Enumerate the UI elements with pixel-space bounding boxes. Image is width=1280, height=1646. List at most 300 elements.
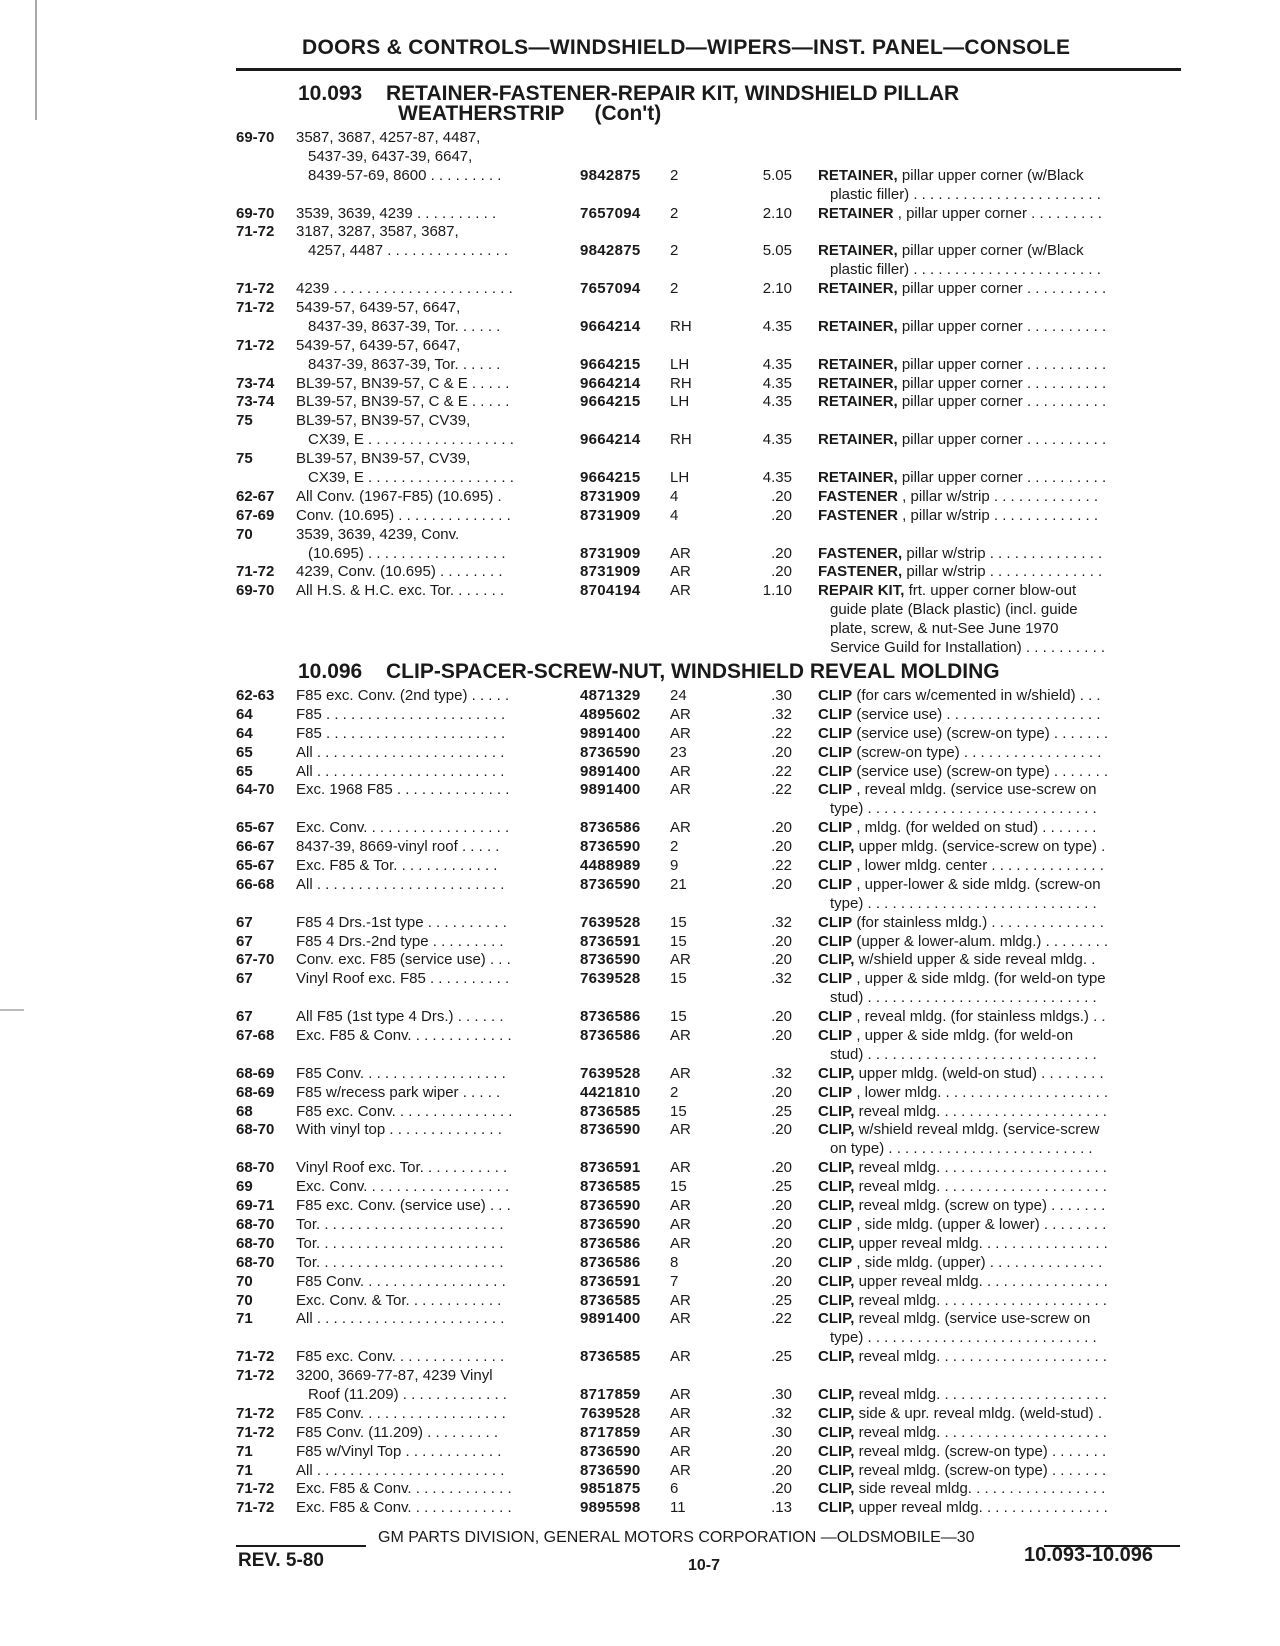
table-row (0, 337, 1280, 356)
section-title-continued: WEATHERSTRIP (398, 102, 565, 125)
part-number-cell: 9664215 (580, 393, 641, 411)
price-cell: .25 (771, 1102, 792, 1120)
quantity-cell: 9 (670, 857, 679, 875)
year-cell: 68-70 (236, 1215, 275, 1233)
part-description: (service use) (screw-on type) . . . . . . . (852, 762, 1109, 780)
part-description: pillar upper corner (w/Black (897, 242, 1084, 260)
model-cell: Vinyl Roof exc. F85 . . . . . . . . . . (296, 970, 510, 988)
price-cell: .22 (771, 762, 792, 780)
table-row (0, 563, 1280, 582)
part-number-cell: 8704194 (580, 582, 641, 600)
table-row (0, 1462, 1280, 1481)
model-cell: F85 exc. Conv. (2nd type) . . . . . (296, 687, 510, 704)
part-name: CLIP, (818, 1178, 855, 1196)
table-row (0, 129, 1280, 148)
part-number-cell: 8736590 (580, 1121, 641, 1139)
table-row (0, 1065, 1280, 1084)
part-number-cell: 8717859 (580, 1385, 641, 1403)
table-row (0, 857, 1280, 876)
part-description: , reveal mldg. (service use-screw on (852, 781, 1097, 799)
part-name: CLIP, (818, 1272, 855, 1290)
model-cell: Roof (11.209) . . . . . . . . . . . . . (308, 1385, 507, 1403)
year-cell: 66-68 (236, 875, 275, 893)
part-description: stud) . . . . . . . . . . . . . . . . . . . . . . . . . . . . (830, 989, 1097, 1007)
quantity-cell: AR (670, 1197, 691, 1215)
quantity-cell: 4 (670, 487, 679, 505)
table-row (0, 1159, 1280, 1178)
description-cell (830, 186, 1182, 205)
table-row (0, 989, 1280, 1008)
description-cell (830, 620, 1182, 639)
model-cell: F85 Conv. . . . . . . . . . . . . . . . . . (296, 1064, 506, 1082)
part-number-cell: 9851875 (580, 1480, 641, 1498)
model-cell: 8437-39, 8637-39, Tor. . . . . . (308, 355, 501, 373)
year-cell: 69-70 (236, 204, 275, 222)
description-cell (818, 933, 1182, 952)
table-row (0, 1386, 1280, 1405)
part-description: , reveal mldg. (for stainless mldgs.) . . (852, 1008, 1106, 1026)
part-name: RETAINER, (818, 355, 898, 373)
description-cell (818, 706, 1182, 725)
description-cell (818, 1443, 1182, 1462)
description-cell (818, 563, 1182, 582)
year-cell: 71 (236, 1442, 253, 1460)
price-cell: .20 (771, 743, 792, 761)
model-cell: With vinyl top . . . . . . . . . . . . . . (296, 1121, 502, 1139)
model-cell: F85 . . . . . . . . . . . . . . . . . . . . . . (296, 724, 506, 742)
part-description: , upper & side mldg. (for weld-on type (852, 970, 1106, 988)
price-cell: .20 (771, 1008, 792, 1026)
model-cell: All H.S. & H.C. exc. Tor. . . . . . . (296, 582, 505, 600)
part-name: CLIP, (818, 1442, 855, 1460)
price-cell: .30 (771, 1385, 792, 1403)
quantity-cell: AR (670, 1027, 691, 1045)
part-name: CLIP (818, 724, 853, 742)
year-cell: 69-70 (236, 582, 275, 600)
part-description: , side mldg. (upper) . . . . . . . . . . . . . . (852, 1253, 1103, 1271)
price-cell: 4.35 (762, 317, 792, 335)
part-description: upper reveal mldg. . . . . . . . . . . . . . . . (854, 1234, 1108, 1252)
year-cell: 62-67 (236, 487, 275, 505)
price-cell: .25 (771, 1348, 792, 1366)
price-cell: .20 (771, 875, 792, 893)
table-row (0, 1008, 1280, 1027)
year-cell: 67-68 (236, 1027, 275, 1045)
quantity-cell: 21 (670, 875, 687, 893)
part-description: reveal mldg. (screw-on type) . . . . . . . (854, 1461, 1107, 1479)
part-number-cell: 8736585 (580, 1348, 641, 1366)
model-cell: All . . . . . . . . . . . . . . . . . . . . . . . (296, 1310, 505, 1328)
part-number-cell: 8736590 (580, 1215, 641, 1233)
quantity-cell: AR (670, 819, 691, 837)
part-description: stud) . . . . . . . . . . . . . . . . . . . . . . . . . . . . (830, 1045, 1097, 1063)
table-row (0, 781, 1280, 800)
parts-table-10-096 (0, 687, 1280, 1518)
part-description: reveal mldg. (screw on type) . . . . . . . (854, 1197, 1106, 1215)
part-number-cell: 4421810 (580, 1083, 641, 1101)
part-name: CLIP (818, 1027, 853, 1045)
model-cell: F85 Conv. . . . . . . . . . . . . . . . . . (296, 1404, 506, 1422)
year-cell: 71-72 (236, 1499, 275, 1517)
quantity-cell: 8 (670, 1253, 679, 1271)
description-cell (818, 1499, 1182, 1518)
description-cell (818, 914, 1182, 933)
price-cell: .20 (771, 506, 792, 524)
quantity-cell: AR (670, 781, 691, 799)
part-description: , pillar upper corner . . . . . . . . . (893, 204, 1102, 222)
price-cell: 2.10 (762, 204, 792, 222)
part-number-cell: 8736585 (580, 1291, 641, 1309)
page-number: 10-7 (688, 1557, 721, 1574)
price-cell: .20 (771, 1234, 792, 1252)
part-name: REPAIR KIT, (818, 582, 905, 600)
model-cell: F85 exc. Conv. . . . . . . . . . . . . . (296, 1348, 505, 1366)
quantity-cell: AR (670, 1310, 691, 1328)
model-cell: All . . . . . . . . . . . . . . . . . . . . . . . (296, 762, 505, 780)
model-cell: F85 4 Drs.-2nd type . . . . . . . . . (296, 932, 504, 950)
description-cell (818, 1197, 1182, 1216)
part-number-cell: 9842875 (580, 166, 641, 184)
description-cell (818, 744, 1182, 763)
part-description: pillar w/strip . . . . . . . . . . . . . . (902, 563, 1103, 581)
part-name: RETAINER, (818, 393, 898, 411)
part-name: RETAINER, (818, 431, 898, 449)
price-cell: .20 (771, 1197, 792, 1215)
model-cell: CX39, E . . . . . . . . . . . . . . . . . . (308, 469, 514, 487)
description-cell (818, 1424, 1182, 1443)
description-cell (818, 318, 1182, 337)
section-title: CLIP-SPACER-SCREW-NUT, WINDSHIELD REVEAL MOLDING (386, 660, 1000, 683)
part-name: CLIP (818, 932, 853, 950)
quantity-cell: 11 (670, 1499, 686, 1517)
price-cell: .20 (771, 1159, 792, 1177)
model-cell: Exc. F85 & Conv. . . . . . . . . . . . . (296, 1480, 512, 1498)
part-number-cell: 4895602 (580, 705, 641, 723)
table-row (0, 318, 1280, 337)
part-description: pillar w/strip . . . . . . . . . . . . . . (902, 544, 1103, 562)
model-cell: 3587, 3687, 4257-87, 4487, (296, 129, 481, 146)
model-cell: 4239 . . . . . . . . . . . . . . . . . . . . . . (296, 280, 513, 298)
part-name: CLIP, (818, 1385, 855, 1403)
model-cell: Conv. exc. F85 (service use) . . . (296, 951, 511, 969)
part-number-cell: 9891400 (580, 724, 641, 742)
quantity-cell: 15 (670, 1102, 687, 1120)
price-cell: .32 (771, 705, 792, 723)
part-number-cell: 9664215 (580, 355, 641, 373)
quantity-cell: 15 (670, 1178, 687, 1196)
table-row (0, 356, 1280, 375)
quantity-cell: LH (670, 355, 690, 373)
part-description: upper reveal mldg. . . . . . . . . . . . . . . . (854, 1272, 1108, 1290)
description-cell (830, 601, 1182, 620)
part-name: CLIP (818, 1253, 853, 1271)
table-row (0, 375, 1280, 394)
part-description: type) . . . . . . . . . . . . . . . . . . . . . . . . . . . . (830, 1329, 1097, 1347)
description-cell (830, 1046, 1182, 1065)
table-row (0, 582, 1280, 601)
part-name: FASTENER, (818, 544, 903, 562)
part-name: CLIP, (818, 1102, 855, 1120)
part-number-cell: 9664214 (580, 431, 641, 449)
part-description: , upper & side mldg. (for weld-on (852, 1027, 1074, 1045)
price-cell: 5.05 (762, 166, 792, 184)
table-row (0, 1197, 1280, 1216)
model-cell: CX39, E . . . . . . . . . . . . . . . . . . (308, 431, 514, 449)
price-cell: .20 (771, 1461, 792, 1479)
table-row (0, 1216, 1280, 1235)
part-description: , lower mldg. center . . . . . . . . . . . . . . (852, 857, 1104, 875)
year-cell: 68-69 (236, 1064, 275, 1082)
section-range: 10.093-10.096 (1024, 1544, 1154, 1566)
part-name: CLIP, (818, 1461, 855, 1479)
part-description: side & upr. reveal mldg. (weld-stud) . (854, 1404, 1103, 1422)
description-cell (818, 375, 1182, 394)
part-description: Service Guild for Installation) . . . . . . . . . . (830, 639, 1106, 657)
description-cell (830, 800, 1182, 819)
price-cell: .30 (771, 687, 792, 704)
table-row (0, 223, 1280, 242)
model-cell: Exc. Conv. & Tor. . . . . . . . . . . . (296, 1291, 502, 1309)
quantity-cell: 2 (670, 280, 679, 298)
table-row (0, 876, 1280, 895)
part-description: (service use) . . . . . . . . . . . . . . . . . . . (852, 705, 1101, 723)
part-description: (service use) (screw-on type) . . . . . . . (852, 724, 1109, 742)
table-row (0, 1084, 1280, 1103)
description-cell (818, 1027, 1182, 1046)
description-cell (818, 582, 1182, 601)
year-cell: 71-72 (236, 280, 275, 298)
year-cell: 71-72 (236, 1404, 275, 1422)
page-header: DOORS & CONTROLS—WINDSHIELD—WIPERS—INST. PANEL—CONSOLE (302, 36, 1071, 59)
year-cell: 71-72 (236, 1423, 275, 1441)
part-description: reveal mldg. . . . . . . . . . . . . . . . . . . . . (854, 1348, 1107, 1366)
table-row (0, 1046, 1280, 1065)
part-description: (for cars w/cemented in w/shield) . . . (852, 687, 1101, 704)
description-cell (830, 1329, 1182, 1348)
part-number-cell: 7639528 (580, 913, 641, 931)
table-row (0, 706, 1280, 725)
quantity-cell: AR (670, 1291, 691, 1309)
year-cell: 71-72 (236, 223, 275, 241)
quantity-cell: AR (670, 1461, 691, 1479)
part-name: RETAINER, (818, 242, 898, 260)
table-row (0, 205, 1280, 224)
model-cell: 3539, 3639, 4239 . . . . . . . . . . (296, 204, 497, 222)
price-cell: .20 (771, 819, 792, 837)
table-row (0, 951, 1280, 970)
year-cell: 70 (236, 1272, 253, 1290)
price-cell: .32 (771, 913, 792, 931)
model-cell: (10.695) . . . . . . . . . . . . . . . . . (308, 544, 506, 562)
model-cell: All F85 (1st type 4 Drs.) . . . . . . (296, 1008, 504, 1026)
quantity-cell: 23 (670, 743, 687, 761)
part-number-cell: 8736585 (580, 1178, 641, 1196)
table-row (0, 763, 1280, 782)
price-cell: 4.35 (762, 393, 792, 411)
year-cell: 65-67 (236, 819, 275, 837)
quantity-cell: 6 (670, 1480, 679, 1498)
table-row (0, 1273, 1280, 1292)
table-row (0, 167, 1280, 186)
part-name: RETAINER (818, 204, 894, 222)
table-row (0, 1499, 1280, 1518)
description-cell (818, 1462, 1182, 1481)
table-row (0, 1121, 1280, 1140)
table-row (0, 970, 1280, 989)
part-name: CLIP, (818, 1499, 855, 1517)
table-row (0, 1310, 1280, 1329)
price-cell: .20 (771, 838, 792, 856)
part-name: CLIP (818, 970, 853, 988)
price-cell: .20 (771, 1272, 792, 1290)
price-cell: 2.10 (762, 280, 792, 298)
price-cell: .13 (771, 1499, 792, 1517)
description-cell (818, 167, 1182, 186)
quantity-cell: AR (670, 1234, 691, 1252)
model-cell: F85 Conv. (11.209) . . . . . . . . . (296, 1423, 499, 1441)
part-description: pillar upper corner (w/Black (897, 166, 1084, 184)
table-row (0, 725, 1280, 744)
description-cell (818, 857, 1182, 876)
year-cell: 75 (236, 450, 253, 468)
part-number-cell: 8731909 (580, 487, 641, 505)
description-cell (830, 895, 1182, 914)
table-row (0, 526, 1280, 545)
model-cell: F85 . . . . . . . . . . . . . . . . . . . . . . (296, 705, 506, 723)
quantity-cell: 2 (670, 204, 679, 222)
part-description: (for stainless mldg.) . . . . . . . . . . . . . . (852, 913, 1104, 931)
model-cell: Exc. F85 & Conv. . . . . . . . . . . . . (296, 1027, 512, 1045)
year-cell: 70 (236, 525, 253, 543)
description-cell (818, 1159, 1182, 1178)
description-cell (818, 205, 1182, 224)
price-cell: .20 (771, 1121, 792, 1139)
table-row (0, 1329, 1280, 1348)
price-cell: .32 (771, 970, 792, 988)
price-cell: .20 (771, 563, 792, 581)
price-cell: .20 (771, 487, 792, 505)
part-description: on type) . . . . . . . . . . . . . . . . . . . . . . . . . (830, 1140, 1093, 1158)
part-description: pillar upper corner . . . . . . . . . . (897, 393, 1107, 411)
year-cell: 73-74 (236, 374, 275, 392)
quantity-cell: AR (670, 1215, 691, 1233)
part-description: guide plate (Black plastic) (incl. guide (830, 601, 1078, 619)
description-cell (818, 725, 1182, 744)
price-cell: 4.35 (762, 431, 792, 449)
part-number-cell: 9891400 (580, 1310, 641, 1328)
part-number-cell: 9664214 (580, 374, 641, 392)
model-cell: 8439-57-69, 8600 . . . . . . . . . (308, 166, 502, 184)
quantity-cell: AR (670, 1423, 691, 1441)
part-description: reveal mldg. . . . . . . . . . . . . . . . . . . . . (854, 1291, 1107, 1309)
part-number-cell: 8736586 (580, 1253, 641, 1271)
year-cell: 71-72 (236, 1348, 275, 1366)
parts-table-10-093 (0, 129, 1280, 658)
part-number-cell: 8736586 (580, 1027, 641, 1045)
table-row (0, 639, 1280, 658)
table-row (0, 242, 1280, 261)
part-description: pillar upper corner . . . . . . . . . . (897, 469, 1107, 487)
price-cell: .20 (771, 1027, 792, 1045)
year-cell: 67 (236, 932, 253, 950)
part-name: CLIP (818, 857, 853, 875)
part-description: side reveal mldg. . . . . . . . . . . . . . . . . (854, 1480, 1106, 1498)
quantity-cell: LH (670, 393, 690, 411)
part-name: RETAINER, (818, 469, 898, 487)
description-cell (818, 951, 1182, 970)
description-cell (818, 970, 1182, 989)
part-number-cell: 4488989 (580, 857, 641, 875)
table-row (0, 186, 1280, 205)
model-cell: Exc. 1968 F85 . . . . . . . . . . . . . . (296, 781, 510, 799)
price-cell: .32 (771, 1064, 792, 1082)
table-row (0, 299, 1280, 318)
part-name: CLIP (818, 1008, 853, 1026)
part-number-cell: 9891400 (580, 781, 641, 799)
part-name: CLIP, (818, 1423, 855, 1441)
part-number-cell: 8736590 (580, 838, 641, 856)
part-description: upper mldg. (service-screw on type) . (854, 838, 1106, 856)
quantity-cell: AR (670, 544, 691, 562)
quantity-cell: 2 (670, 242, 679, 260)
section-number: 10.096 (298, 660, 363, 683)
price-cell: .32 (771, 1404, 792, 1422)
price-cell: 4.35 (762, 355, 792, 373)
part-name: CLIP, (818, 1310, 855, 1328)
table-row (0, 620, 1280, 639)
description-cell (818, 507, 1182, 526)
part-name: CLIP (818, 705, 853, 723)
part-name: CLIP, (818, 1159, 855, 1177)
description-cell (818, 763, 1182, 782)
part-description: pillar upper corner . . . . . . . . . . (897, 317, 1107, 335)
table-row (0, 1348, 1280, 1367)
part-name: CLIP, (818, 1404, 855, 1422)
model-cell: 3539, 3639, 4239, Conv. (296, 525, 460, 543)
part-number-cell: 8736591 (580, 1272, 641, 1290)
quantity-cell: 2 (670, 166, 679, 184)
table-row (0, 1254, 1280, 1273)
description-cell (818, 1216, 1182, 1235)
year-cell: 68-70 (236, 1234, 275, 1252)
year-cell: 70 (236, 1291, 253, 1309)
year-cell: 71 (236, 1310, 253, 1328)
price-cell: .20 (771, 932, 792, 950)
year-cell: 64-70 (236, 781, 275, 799)
part-number-cell: 8736591 (580, 932, 641, 950)
description-cell (830, 989, 1182, 1008)
description-cell (818, 242, 1182, 261)
table-row (0, 800, 1280, 819)
table-row (0, 545, 1280, 564)
year-cell: 65 (236, 762, 253, 780)
quantity-cell: AR (670, 1385, 691, 1403)
part-number-cell: 8736585 (580, 1102, 641, 1120)
table-row (0, 687, 1280, 706)
part-description: w/shield upper & side reveal mldg. . (854, 951, 1096, 969)
table-row (0, 1480, 1280, 1499)
year-cell: 67 (236, 1008, 253, 1026)
model-cell: BL39-57, BN39-57, C & E . . . . . (296, 374, 510, 392)
model-cell: BL39-57, BN39-57, C & E . . . . . (296, 393, 510, 411)
part-description: pillar upper corner . . . . . . . . . . (897, 355, 1107, 373)
description-cell (818, 1348, 1182, 1367)
description-cell (818, 1310, 1182, 1329)
model-cell: 4239, Conv. (10.695) . . . . . . . . (296, 563, 503, 581)
year-cell: 68-70 (236, 1159, 275, 1177)
year-cell: 68 (236, 1102, 253, 1120)
part-number-cell: 8736590 (580, 875, 641, 893)
